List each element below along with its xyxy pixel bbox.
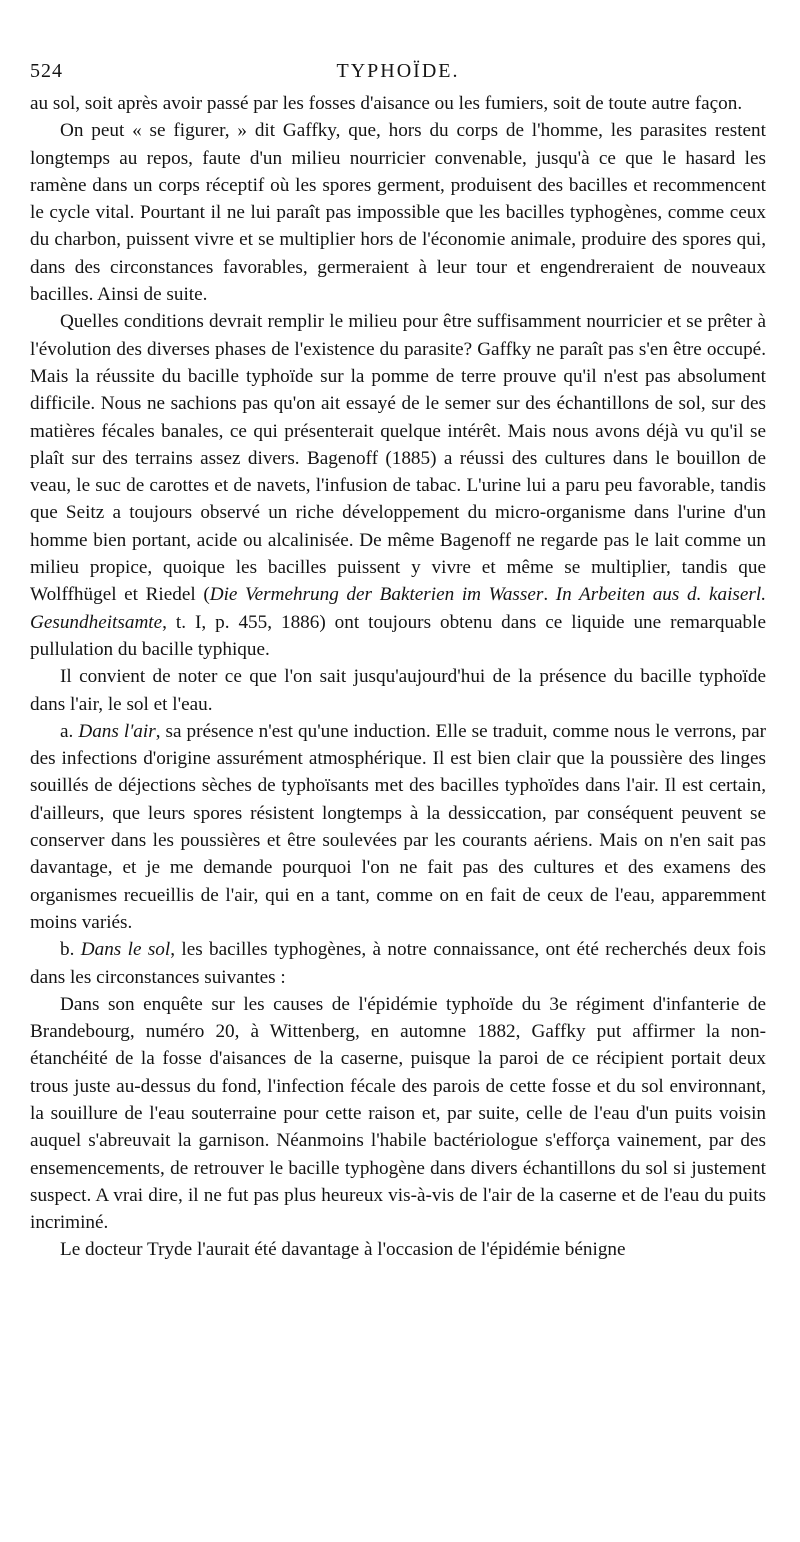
- paragraph: [30, 663, 766, 718]
- text-run: On peut « se figurer, » dit Gaffky, que, hors du corps de l'homme, les parasites restent longtemps au repos, faute d'un milieu nourricier convenable, jusqu'à ce que le hasard les ramène dans un corps réceptif où les spores germent, produisent des bacilles et recommencent le cycle vital. Pourtant il ne lui paraît pas impossible que les bacilles typhogènes, comme ceux du charbon, puissent vivre et se multiplier hors de l'économie animale, produire des spores qui, dans des circonstances favorables, germeraient à leur tour et engendreraient de nouveaux bacilles. Ainsi de suite.: [30, 120, 766, 306]
- page-number: 524: [30, 60, 63, 82]
- page-header: [30, 60, 766, 90]
- italic-text: In Arbeiten aus d. kaiserl. Gesundheitsamte: [30, 584, 766, 633]
- text-run: .: [543, 584, 556, 606]
- body-text: [30, 90, 766, 1264]
- text-run: b.: [60, 939, 81, 961]
- paragraph: [30, 117, 766, 308]
- paragraph: [30, 1236, 766, 1263]
- paragraph: [30, 718, 766, 936]
- italic-text: Dans le sol: [80, 939, 171, 961]
- text-run: Le docteur Tryde l'aurait été davantage à l'occasion de l'épidémie bénigne: [60, 1239, 626, 1261]
- italic-text: Dans l'air: [78, 720, 156, 742]
- italic-text: Die Vermehrung der Bakterien im Wasser: [209, 584, 544, 606]
- paragraph: [30, 936, 766, 991]
- paragraph: [30, 991, 766, 1237]
- running-title: TYPHOÏDE.: [336, 60, 460, 82]
- text-run: Quelles conditions devrait remplir le milieu pour être suffisamment nourricier et se prêter à l'évolution des diverses phases de l'existence du parasite? Gaffky ne paraît pas s'en être occupé. Mais la réussite du bacille typhoïde sur la pomme de terre prouve qu'il n'est pas absolument difficile. Nous ne sachions pas qu'on ait essayé de le semer sur des échantillons de sol, sur des matières fécales banales, ce qui présenterait quelque intérêt. Mais nous avons déjà vu qu'il se plaît sur des terrains assez divers. Bagenoff (1885) a réussi des cultures dans le bouillon de veau, le suc de carottes et de navets, l'infusion de tabac. L'urine lui a paru peu favorable, tandis que Seitz a toujours observé un riche développement du micro-organisme dans l'urine d'un homme bien portant, acide ou alcalinisée. De même Bagenoff ne regarde pas le lait comme un milieu propice, quoique les bacilles puissent y vivre et même se multiplier, tandis que Wolffhügel et Riedel (: [30, 311, 766, 606]
- text-run: , les bacilles typhogènes, à notre connaissance, ont été recherchés deux fois dans les circonstances suivantes :: [30, 939, 766, 988]
- book-page: [30, 60, 766, 1264]
- text-run: Dans son enquête sur les causes de l'épidémie typhoïde du 3e régiment d'infanterie de Brandebourg, numéro 20, à Wittenberg, en automne 1882, Gaffky put affirmer la non-étanchéité de la fosse d'aisances de la caserne, puisque la paroi de ce récipient portait deux trous juste au-dessus du fond, l'infection fécale des parois de cette fosse et du sol environnant, la souillure de l'eau souterraine pour cette raison et, par suite, celle de l'eau d'un puits voisin auquel s'abreuvait la garnison. Néanmoins l'habile bactériologue s'efforça vainement, par des ensemencements, de retrouver le bacille typhogène dans divers échantillons du sol si justement suspect. A vrai dire, il ne fut pas plus heureux vis-à-vis de l'air de la caserne et de l'eau du puits incriminé.: [30, 993, 766, 1234]
- text-run: au sol, soit après avoir passé par les fosses d'aisance ou les fumiers, soit de toute autre façon.: [30, 93, 743, 114]
- text-run: a.: [60, 720, 79, 742]
- paragraph: [30, 90, 766, 117]
- text-run: Il convient de noter ce que l'on sait jusqu'aujourd'hui de la présence du bacille typhoïde dans l'air, le sol et l'eau.: [30, 666, 766, 715]
- paragraph: [30, 308, 766, 663]
- text-run: , t. I, p. 455, 1886) ont toujours obtenu dans ce liquide une remarquable pullulation du bacille typhique.: [30, 611, 766, 660]
- text-run: , sa présence n'est qu'une induction. Elle se traduit, comme nous le verrons, par des infections d'origine assurément atmosphérique. Il est bien clair que la poussière des linges souillés de déjections sèches de typhoïsants met des bacilles typhoïdes dans l'air. Il est certain, d'ailleurs, que leurs spores résistent longtemps à la dessiccation, par conséquent peuvent se conserver dans les poussières et être soulevées par les courants aériens. Mais on n'en sait pas davantage, et je me demande pourquoi l'on ne fait pas des cultures et des examens des organismes recueillis de l'air, qui en a tant, comme on en fait de ceux de l'eau, apparemment moins variés.: [30, 720, 766, 933]
